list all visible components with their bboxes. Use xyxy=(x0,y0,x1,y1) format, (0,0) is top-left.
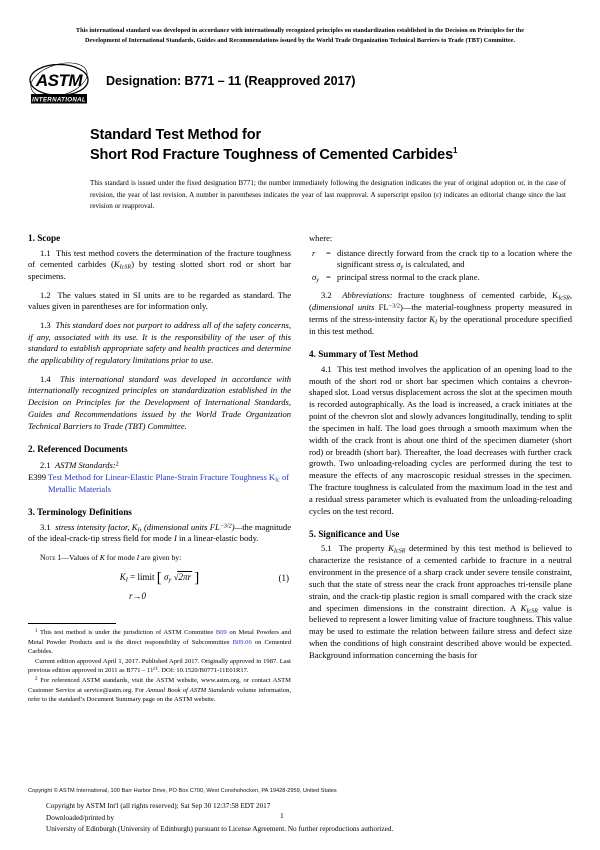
equation-sigma-sub: y xyxy=(168,576,172,584)
where-label: where: xyxy=(309,232,333,243)
standard-title-a: Test Method for Linear-Elastic Plane-Strain Fracture Toughness K xyxy=(48,472,276,482)
standard-title-link[interactable] xyxy=(48,472,289,494)
equation-sigma: σ xyxy=(163,572,169,583)
page-number: 1 xyxy=(280,811,284,821)
clause-3-2-text-e: by the operational procedure specified in this test method. xyxy=(309,314,572,336)
clause-3-2-text-c: FL xyxy=(374,302,389,313)
svg-text:ASTM: ASTM xyxy=(35,71,83,91)
issued-note: This standard is issued under the fixed designation B771; the number immediately following the designation indicates the year of original adoption or, in the case of revision, the year of last revision. A number in parentheses indicates the year of last reapproval. A superscript epsilon (ε) indicates an editorial change since the last revision or reapproval. xyxy=(90,179,566,211)
clause-5-1 xyxy=(309,543,572,661)
definition-term-r: r xyxy=(312,247,316,258)
tbt-banner-line2: Development of International Standards, Guides and Recommendations issued by the World Trade Organization Technical Barriers to Trade (TBT) Committee. xyxy=(84,36,516,44)
definition-body-r-sigma: σ xyxy=(396,259,401,270)
clause-1-2-number: 1.2 xyxy=(40,289,51,300)
document-title xyxy=(90,125,572,165)
clause-5-1-text-b: determined by this test method is believed to characterize the resistance of a cemented carbide to fracture in a neutral environment in the presence of a sharp crack under severe tensile constraint, such that the state of stress near the crack front approaches tri-tensile plane strain, and the crack-tip plastic region is small compared with the crack size and specimen dimensions in the constraint direction. A xyxy=(309,543,572,613)
astm-logo-icon xyxy=(28,61,90,107)
clause-4-1-number: 4.1 xyxy=(321,363,332,374)
clause-1-4 xyxy=(28,374,291,433)
standard-title-sub: Ic xyxy=(275,477,280,484)
footnote-2 xyxy=(28,676,291,705)
clause-4-1-text: This test method involves the application of an opening load to the mouth of the short rod or short bar specimen which contains a chevron-shaped slot. Load versus displacement across the slot at the specimen mouth is recorded autographically. As the load is increased, a crack initiates at the point of the chevron slot and slowly advances longitudinally, tending to split the specimen in half. The load goes through a smooth maximum when the width of the crack front is about one third of the specimen diameter (short rod) or breadth (short bar). Thereafter, the load decreases with further crack growth. Two unloading-reloading cycles are performed during the test to measure the effects of any macroscopic residual stresses in the specimen. The fracture toughness is calculated from the maximum load in the test and a residual stress parameter which is evaluated from the unloading-reloading cycles on the test record. xyxy=(309,363,572,516)
definition-body-r-a: distance directly forward from the crack tip to a location where the significant stress xyxy=(337,247,572,270)
license-line-3: University of Edinburgh (University of Edinburgh) pursuant to License Agreement. No further reproductions authorized. xyxy=(46,825,394,834)
equation-lhs-symbol: K xyxy=(119,572,126,583)
note-1-label: Note 1 xyxy=(40,553,62,563)
definition-term-sigma-glyph: σ xyxy=(312,272,317,283)
equation-lhs-sub: I xyxy=(125,576,128,584)
footnote-2-italic: Annual Book of ASTM Standards xyxy=(146,686,235,694)
footnote-2-text-b: volume information, refer to the standard’s Document Summary page on the ASTM website. xyxy=(28,686,291,704)
clause-2-1-footnote-marker: 2 xyxy=(115,461,119,468)
clause-3-2-text-a: fracture toughness of cemented carbide, xyxy=(392,290,553,301)
referenced-standard-entry xyxy=(28,472,291,496)
clause-1-3-text: This standard does not purport to address all of the safety concerns, if any, associated with its use. It is the responsibility of the user of this standard to establish appropriate safety and health practices and determine the applicability of regulatory limitations prior to use. xyxy=(28,319,291,366)
equation-1-expression xyxy=(119,570,200,587)
clause-3-1-mode: I xyxy=(173,533,177,544)
clause-3-2-number: 3.2 xyxy=(321,290,332,301)
clause-1-2 xyxy=(28,290,291,314)
clause-1-3-number: 1.3 xyxy=(40,319,51,330)
clause-3-2-kf: K xyxy=(429,314,435,325)
note-1-text-b: for mode xyxy=(104,553,137,563)
clause-3-2-exp: −3/2 xyxy=(388,303,400,310)
footnote-separator xyxy=(28,623,116,624)
left-column xyxy=(28,233,291,705)
equation-equals: = xyxy=(130,572,136,583)
footnote-2-text-a: For referenced ASTM standards, visit the ASTM website, www.astm.org, or contact ASTM Customer Service at service@astm.org. For xyxy=(28,677,291,694)
copyright-line: Copyright © ASTM International, 100 Barr Harbor Drive, PO Box C700, West Conshohocken, PA 19428-2959, United States xyxy=(28,788,337,795)
clause-1-2-text: The values stated in SI units are to be regarded as standard. The values given in parentheses are for information only. xyxy=(28,289,291,312)
heading-summary: 4. Summary of Test Method xyxy=(309,348,418,359)
definition-row-sigma xyxy=(309,272,572,284)
clause-3-1-term-sub: I xyxy=(137,527,140,534)
designation-label: Designation: B771 – 11 (Reapproved 2017) xyxy=(106,74,356,89)
title-footnote-marker: 1 xyxy=(452,146,458,156)
clause-3-2-symbol-sub: IcSR xyxy=(558,296,570,303)
definition-body-r-b: is calculated, and xyxy=(403,259,465,270)
clause-4-1 xyxy=(309,364,572,518)
tbt-banner-line1: This international standard was developed in accordance with internationally recognized principles on standardization established in the Decision on Principles for the xyxy=(75,27,525,34)
definition-body-r xyxy=(337,248,572,272)
right-column xyxy=(309,233,572,705)
note-1-text-a: —Values of xyxy=(61,553,100,563)
footnote-1-text-b: on Metal Powders and Metal Powder Products and is the direct responsibility of Subcommittee xyxy=(28,629,291,646)
clause-3-2-text-d: )—the material-toughness property measured in terms of the stress-intensity factor xyxy=(309,302,572,325)
footnote-1-text-a: This test method is under the jurisdiction of ASTM Committee xyxy=(40,629,216,637)
clause-2-1-label: ASTM Standards: xyxy=(54,459,116,470)
heading-scope: 1. Scope xyxy=(28,232,61,243)
clause-2-1-number: 2.1 xyxy=(40,459,51,470)
clause-3-2-symbol: K xyxy=(552,290,559,301)
clause-5-1-symbol-sub: IcSR xyxy=(393,549,406,555)
footnote-2-marker: 2 xyxy=(35,676,38,683)
clause-3-1 xyxy=(28,522,291,546)
clause-1-4-text: This international standard was developed in accordance with internationally recognized principles on standardization established in the Decision on Principles for the Development of International Standards, Guides and Recommendations issued by the World Trade Organization Technical Barriers to Trade (TBT) Committee. xyxy=(28,373,291,431)
clause-3-1-units: , (dimensional units FL xyxy=(139,521,220,532)
title-block xyxy=(28,125,572,212)
license-line-2: Downloaded/printed by xyxy=(46,813,115,822)
clause-3-1-rest-b: in a linear-elastic body. xyxy=(176,533,259,544)
equation-1 xyxy=(28,571,291,611)
clause-1-1-number: 1.1 xyxy=(40,247,51,258)
clause-5-1-text-c: value is believed to represent a lower limiting value of fracture toughness. This value may be used to estimate the relation between failure stress and defect size when the conditions of high constraint described above would be expected. Background information concerning the basis for xyxy=(309,602,572,660)
clause-1-1 xyxy=(28,248,291,283)
equation-radical-sign: √ xyxy=(173,572,179,583)
definition-list xyxy=(309,248,572,284)
clause-3-2-italic: dimensional units xyxy=(311,302,375,313)
license-line-1: Copyright by ASTM Int'l (all rights reserved); Sat Sep 30 12:37:58 EDT 2017 xyxy=(46,802,271,811)
clause-3-2-label: Abbreviations: xyxy=(342,290,393,301)
title-line-2: Short Rod Fracture Toughness of Cemented Carbides xyxy=(90,147,453,164)
license-block xyxy=(28,801,572,836)
footnote-1-committee-link[interactable]: B09 xyxy=(215,629,227,637)
clause-5-1-symbol: K xyxy=(388,543,394,554)
equation-bracket-close: ] xyxy=(194,570,200,587)
footnote-1-text-c: on Cemented Carbides. xyxy=(28,638,291,656)
clause-5-1-text-a: The property xyxy=(338,543,389,554)
clause-1-1-text-a: This test method covers the determination of the fracture toughness of cemented carbides ( xyxy=(28,247,291,270)
heading-referenced-documents: 2. Referenced Documents xyxy=(28,443,128,454)
equation-number: (1) xyxy=(278,573,289,584)
clause-3-1-dash: )— xyxy=(231,521,243,532)
heading-terminology: 3. Terminology Definitions xyxy=(28,506,132,517)
footnote-area xyxy=(28,623,291,705)
clause-3-2-kf-sub: I xyxy=(434,319,438,326)
clause-5-1-number: 5.1 xyxy=(321,543,332,554)
footnote-1-edition-a: Current edition approved April 1, 2017. Published April 2017. Originally approved in 1987. Last previous edition approved in 2011 as B771 – 11 xyxy=(28,657,291,675)
clause-2-1 xyxy=(28,460,291,472)
standard-title-b: of Metallic Materials xyxy=(48,472,290,494)
tbt-banner xyxy=(28,26,572,45)
clause-3-1-term: stress intensity factor, K xyxy=(55,521,138,532)
clause-3-1-number: 3.1 xyxy=(40,521,51,532)
footnote-1-edition-b: . DOI: 10.1520/B0771-11E01R17. xyxy=(158,667,249,675)
equation-bracket-open: [ xyxy=(156,570,162,587)
standard-id: E399 xyxy=(28,472,47,482)
clause-3-2 xyxy=(309,290,572,337)
note-1-text-c: are given by: xyxy=(139,553,182,563)
clause-3-1-units-exp: −3/2 xyxy=(219,523,232,530)
footnote-1-edition-sup: ε1 xyxy=(153,666,159,673)
footnote-1-subcommittee-link[interactable]: B09.06 xyxy=(232,638,252,646)
definition-body-sigma: principal stress normal to the crack plane. xyxy=(337,272,480,283)
equation-limit: limit xyxy=(137,572,155,583)
footnote-1 xyxy=(28,628,291,657)
body-columns xyxy=(28,233,572,705)
clause-1-3 xyxy=(28,320,291,367)
clause-3-1-rest-a: the magnitude of the ideal-crack-tip stress field for mode xyxy=(28,521,291,544)
definition-body-r-sigma-sub: y xyxy=(400,264,404,271)
clause-1-4-number: 1.4 xyxy=(40,373,51,384)
clause-3-2-text-b: , ( xyxy=(309,290,572,313)
definition-row-r xyxy=(309,248,572,272)
clause-5-1-symbol-2-sub: IcSR xyxy=(526,608,538,615)
definition-term-sigma xyxy=(309,272,326,284)
definition-equals-r: = xyxy=(326,247,331,258)
heading-significance: 5. Significance and Use xyxy=(309,528,400,539)
clause-1-1-symbol-sub: IcSR xyxy=(119,264,132,271)
equation-limit-subscript: r→0 xyxy=(128,591,147,602)
note-1 xyxy=(28,552,291,564)
svg-text:INTERNATIONAL: INTERNATIONAL xyxy=(32,96,86,104)
designation-row xyxy=(28,61,572,107)
page-footer xyxy=(28,788,572,836)
footnote-1-marker: 1 xyxy=(35,628,38,635)
note-1-mode: I xyxy=(136,553,140,563)
equation-radicand: 2πr xyxy=(178,572,192,583)
definition-term-sigma-sub: y xyxy=(316,277,319,284)
clause-5-1-symbol-2: K xyxy=(520,602,527,613)
definition-equals-sigma: = xyxy=(326,272,331,283)
clause-1-1-symbol: K xyxy=(113,259,120,270)
note-1-symbol: K xyxy=(99,553,105,563)
clause-1-1-text-b: ) by testing slotted short rod or short bar specimens. xyxy=(28,259,291,282)
footnote-1-edition xyxy=(28,657,291,676)
title-line-1: Standard Test Method for xyxy=(90,127,261,144)
